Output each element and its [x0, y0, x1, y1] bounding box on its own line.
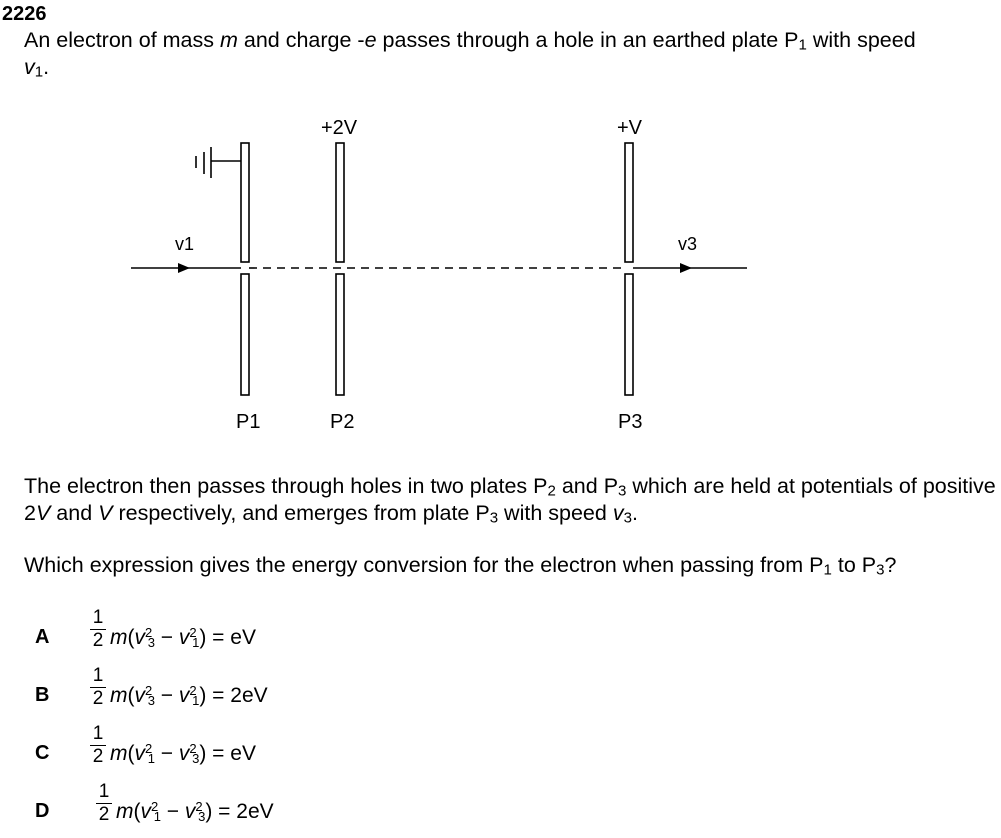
option-b[interactable] [0, 662, 420, 718]
label-p3-potential: +V [617, 117, 643, 139]
option-a[interactable] [0, 604, 420, 660]
label-p2-potential: +2V [321, 117, 358, 139]
option-expression: $m(v^2_1 - v^2_3) = 2eV$ [116, 798, 274, 825]
plates-paragraph: The electron then passes through holes in two plates $P_2$ and $P_3$ which are held at potentials of positive 2V and V respectively, and emerges from plate $P_3$ with speed $v_3$. [24, 474, 996, 527]
label-v1: v1 [175, 234, 195, 254]
intro-paragraph: An electron of mass m and charge -e passes through a hole in an earthed plate $P_1$ with speed $v_1$. [24, 28, 916, 81]
plate-p3-upper [625, 143, 633, 262]
plate-p2-upper [336, 143, 344, 262]
fraction-half: 1 2 [90, 724, 106, 767]
option-expression: $m(v^2_3 - v^2_1)$ = eV [110, 624, 256, 651]
plate-p1-lower [241, 274, 249, 395]
option-label: C [35, 742, 50, 764]
plate-p1-upper [241, 143, 249, 262]
fraction-half: 1 2 [90, 666, 106, 709]
option-label: A [35, 626, 50, 648]
option-expression: $m(v^2_3 - v^2_1) = 2eV$ [110, 682, 268, 709]
plate-p2-lower [336, 274, 344, 395]
label-p3: P3 [618, 411, 643, 433]
question-number: 2226 [2, 3, 47, 25]
option-c[interactable] [0, 720, 420, 776]
fraction-half: 1 2 [96, 782, 112, 825]
label-p2: P2 [330, 411, 355, 433]
arrow-v3 [680, 263, 692, 273]
label-v3: v3 [678, 234, 698, 254]
option-label: B [35, 684, 50, 706]
option-label: D [35, 800, 50, 822]
plate-p3-lower [625, 274, 633, 395]
option-d[interactable] [0, 778, 420, 834]
arrow-v1 [178, 263, 190, 273]
option-expression: $m(v^2_1 - v^2_3)$ = eV [110, 740, 256, 767]
fraction-half: 1 2 [90, 608, 106, 651]
question-stem: Which expression gives the energy conversion for the electron when passing from $P_1$ to $P_3$? [24, 553, 897, 579]
answer-options [0, 600, 420, 838]
label-p1: P1 [236, 411, 261, 433]
